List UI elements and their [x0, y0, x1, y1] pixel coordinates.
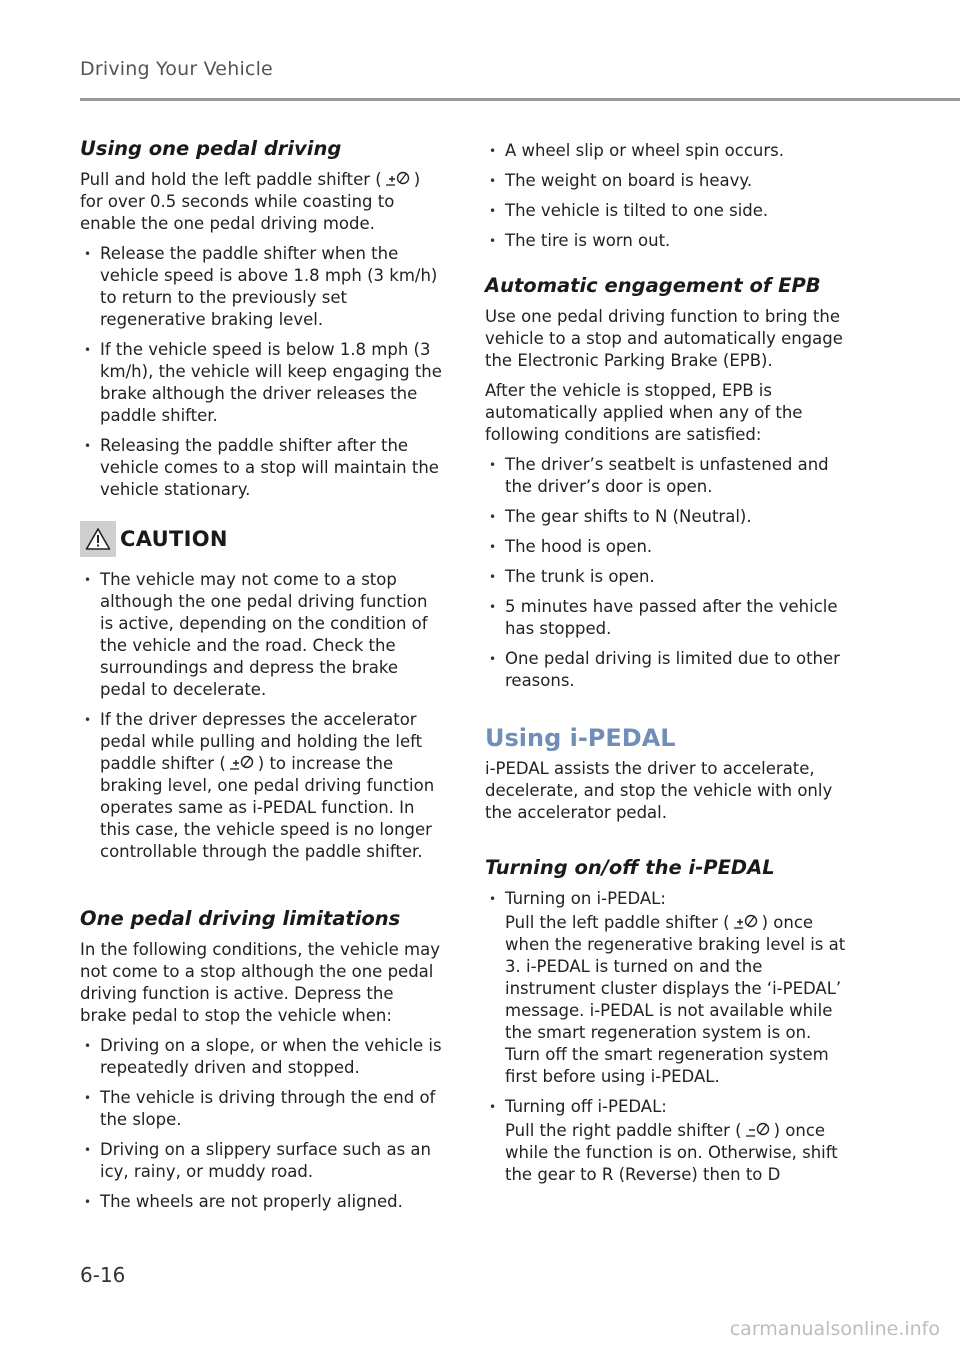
paddle-plus-icon: [383, 170, 413, 188]
epb-paragraph-2: After the vehicle is stopped, EPB is automatically applied when any of the following conditions are satisfied:: [485, 381, 803, 444]
list-item: • The hood is open.: [485, 536, 847, 558]
turning-on-off-list: [485, 888, 847, 910]
list-item: • Driving on a slope, or when the vehicle is repeatedly driven and stopped.: [80, 1035, 442, 1079]
one-pedal-intro: Pull and hold the left paddle shifter ( ) for over 0.5 seconds while coasting to enable the one pedal driving mode.: [80, 170, 421, 233]
list-item: • If the vehicle speed is below 1.8 mph (3 km/h), the vehicle will keep engaging the brake although the driver releases the paddle shifter.: [80, 339, 442, 427]
caution-list: [80, 569, 442, 863]
caution-heading: [80, 521, 442, 557]
list-item: • The weight on board is heavy.: [485, 170, 847, 192]
list-item: • The gear shifts to N (Neutral).: [485, 506, 847, 528]
paddle-plus-icon: [227, 754, 257, 772]
page-number: 6-16: [80, 1263, 126, 1287]
section-title-limitations: One pedal driving limitations: [80, 907, 401, 930]
warning-triangle-icon: [85, 527, 111, 551]
limitations-list: [80, 1035, 442, 1213]
epb-conditions-list: [485, 454, 847, 692]
list-item: • The vehicle is tilted to one side.: [485, 200, 847, 222]
epb-paragraph-1: Use one pedal driving function to bring the vehicle to a stop and automatically engage the Electronic Parking Brake (EPB).: [485, 307, 843, 370]
list-item: • The tire is worn out.: [485, 230, 847, 252]
list-item: • If the driver depresses the accelerator pedal while pulling and holding the left paddle shifter ( ) to increase the braking level, one pedal driving function operates same as i-PEDAL function. In this case, the vehicle speed is no longer controllable through the paddle shifter.: [80, 709, 442, 863]
list-item: • Release the paddle shifter when the vehicle speed is above 1.8 mph (3 km/h) to return to the previously set regenerative braking level.: [80, 243, 442, 331]
list-item: • Driving on a slippery surface such as an icy, rainy, or muddy road.: [80, 1139, 442, 1183]
list-item: • The vehicle is driving through the end of the slope.: [80, 1087, 442, 1131]
section-heading-using-i-pedal: Using i-PEDAL: [485, 724, 676, 752]
one-pedal-list: [80, 243, 442, 501]
limitations-list-continued: [485, 140, 847, 252]
list-item-turn-off: • Turning off i-PEDAL:: [485, 1096, 847, 1118]
list-item: • One pedal driving is limited due to other reasons.: [485, 648, 847, 692]
list-item: • The driver’s seatbelt is unfastened and the driver’s door is open.: [485, 454, 847, 498]
running-header: Driving Your Vehicle: [80, 58, 273, 80]
right-column: [485, 140, 847, 1194]
caution-label: CAUTION: [120, 527, 228, 551]
paddle-minus-icon: [743, 1121, 773, 1139]
list-item: • 5 minutes have passed after the vehicle has stopped.: [485, 596, 847, 640]
turning-off-list: [485, 1096, 847, 1118]
section-title-turning-on-off: Turning on/off the i-PEDAL: [485, 856, 775, 879]
list-item: • The trunk is open.: [485, 566, 847, 588]
list-item: • The vehicle may not come to a stop although the one pedal driving function is active, depending on the condition of the vehicle and the road. Check the surroundings and depress the brake pedal to decelerate.: [80, 569, 442, 701]
list-item-turn-on: • Turning on i-PEDAL:: [485, 888, 847, 910]
caution-icon-box: [80, 521, 116, 557]
paddle-plus-icon: [731, 913, 761, 931]
left-column: [80, 135, 442, 1221]
section-title-one-pedal-driving: Using one pedal driving: [80, 137, 342, 160]
turn-off-text: Pull the right paddle shifter ( ) once while the function is on. Otherwise, shift the gear to R (Reverse) then to D: [505, 1121, 838, 1184]
section-title-epb: Automatic engagement of EPB: [485, 274, 821, 297]
header-divider: [80, 98, 960, 101]
list-item: • Releasing the paddle shifter after the vehicle comes to a stop will maintain the vehicle stationary.: [80, 435, 442, 501]
list-item: • The wheels are not properly aligned.: [80, 1191, 442, 1213]
turn-on-text: Pull the left paddle shifter ( ) once when the regenerative braking level is at 3. i-PEDAL is turned on and the instrument cluster displays the ‘i-PEDAL’ message. i-PEDAL is not available while the smart regeneration system is on. Turn off the smart regeneration system first before using i-PEDAL.: [505, 913, 846, 1086]
list-item: • A wheel slip or wheel spin occurs.: [485, 140, 847, 162]
i-pedal-paragraph: i-PEDAL assists the driver to accelerate, decelerate, and stop the vehicle with only the accelerator pedal.: [485, 759, 833, 822]
watermark: carmanualsonline.info: [729, 1318, 940, 1340]
limitations-intro: In the following conditions, the vehicle may not come to a stop although the one pedal driving function is active. Depress the brake pedal to stop the vehicle when:: [80, 940, 440, 1025]
